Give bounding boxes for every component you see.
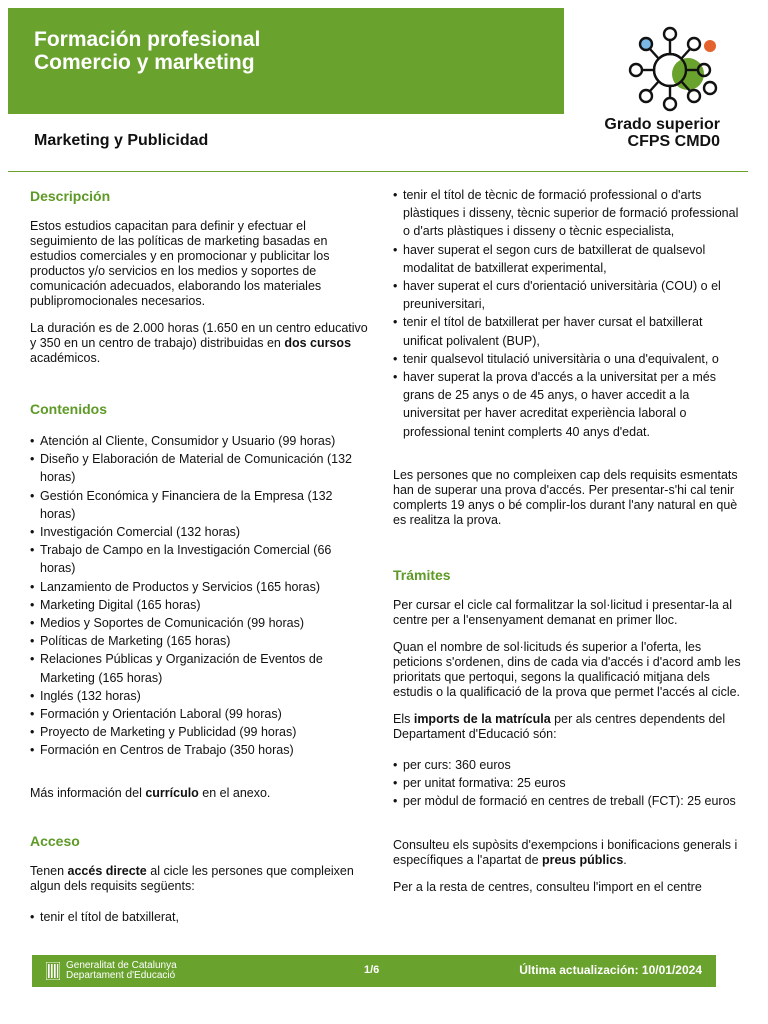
last-updated: Última actualización: 10/01/2024 <box>519 963 702 977</box>
list-item: • Trabajo de Campo en la Investigación Comercial (66 horas) <box>30 541 370 577</box>
department-name: Departament d'Educació <box>66 970 176 981</box>
list-item: • Formación y Orientación Laboral (99 horas) <box>30 705 370 723</box>
text-span: Els <box>393 711 414 726</box>
list-item: • Lanzamiento de Productos y Servicios (165 horas) <box>30 578 370 596</box>
list-item: • Gestión Económica y Financiera de la Empresa (132 horas) <box>30 487 370 523</box>
tramites-paragraph-5: Per a la resta de centres, consulteu l'import en el centre <box>393 880 702 895</box>
text-span: La duración es de 2.000 horas (1.650 en un centro educativo y 350 en un centro de trabajo) distribuidas en <box>30 321 368 350</box>
list-item: • Formación en Centros de Trabajo (350 horas) <box>30 741 370 759</box>
prova-paragraph: Les persones que no compleixen cap dels requisits esmentats han de superar una prova d'accés. Per presentar-s'hi cal tenir complerts 19 anys o bé complir-los durant l'any natural en què es realitza la prova. <box>393 467 738 527</box>
list-item: • Medios y Soportes de Comunicación (99 horas) <box>30 614 370 632</box>
list-item: • tenir qualsevol titulació universitària o una d'equivalent, o <box>393 350 743 368</box>
list-item: • Atención al Cliente, Consumidor y Usuario (99 horas) <box>30 432 370 450</box>
header-divider <box>8 171 748 172</box>
preus-publics-link[interactable]: preus públics <box>542 853 624 868</box>
tramites-paragraph-4 <box>393 838 743 868</box>
curriculo-link[interactable]: currículo <box>145 785 199 800</box>
acceso-list-continued <box>393 186 743 441</box>
page-subtitle: Marketing y Publicidad <box>34 132 209 149</box>
text-span: al cicle les persones que compleixen algun dels requisits següents: <box>30 863 354 893</box>
right-column <box>393 186 743 895</box>
list-item: • Proyecto de Marketing y Publicidad (99 horas) <box>30 723 370 741</box>
section-heading-tramites: Trámites <box>393 566 451 583</box>
grade-level: Grado superior <box>604 116 720 133</box>
generalitat-flag-icon <box>46 962 60 980</box>
text-span: per als centres dependents del Departament d'Educació són: <box>393 711 726 741</box>
list-item: • Inglés (132 horas) <box>30 687 370 705</box>
bold-text: dos cursos <box>284 336 352 350</box>
text-span: Tenen <box>30 863 68 878</box>
list-item: • haver superat la prova d'accés a la universitat per a més grans de 25 anys o de 45 anys, o haver accedit a la universitat per haver acreditat experiència laboral o professional tenint complerts 40 anys d'edat. <box>393 368 743 441</box>
course-code: CFPS CMD0 <box>627 133 720 150</box>
section-heading-descripcion: Descripción <box>30 188 111 204</box>
list-item: • haver superat el curs d'orientació universitària (COU) o el preuniversitari, <box>393 277 743 313</box>
acceso-intro <box>30 864 370 894</box>
list-item: • Marketing Digital (165 horas) <box>30 596 370 614</box>
descripcion-paragraph-2 <box>30 321 370 366</box>
text-span: . <box>623 853 627 868</box>
list-item: • tenir el títol de tècnic de formació professional o d'arts plàstiques i disseny, tècnic superior de formació professional o d'arts plàstiques i disseny o tècnic especialista, <box>393 186 743 241</box>
list-item: • tenir el títol de batxillerat per haver cursat el batxillerat unificat polivalent (BUP), <box>393 313 743 349</box>
section-heading-acceso: Acceso <box>30 832 80 849</box>
list-item: • per unitat formativa: 25 euros <box>393 774 743 792</box>
tramites-paragraph-2: Quan el nombre de sol·licituds és superior a l'oferta, les peticions s'ordenen, dins de cada via d'accés i d'acord amb les prioritats que pertoqui, segons la qualificació mitjana dels estudis o la qualificació de la prova que permet l'accés al cicle. <box>393 639 741 699</box>
contenidos-list <box>30 432 370 760</box>
tramites-paragraph-1: Per cursar el cicle cal formalitzar la sol·licitud i presentar-la al centre per a l'ensenyament demanat en primer lloc. <box>393 597 733 627</box>
list-item: • per curs: 360 euros <box>393 756 743 774</box>
left-column <box>30 186 370 926</box>
page-number: 1/6 <box>364 964 380 976</box>
text-span: académicos. <box>30 351 101 365</box>
list-item: • Investigación Comercial (132 horas) <box>30 523 370 541</box>
descripcion-paragraph-1: Estos estudios capacitan para definir y efectuar el seguimiento de las políticas de marketing basadas en estudios comerciales y en promocionar y publicitar los productos y/o servicios en los medios y soportes de comunicación adecuados, elaborando los materiales publipromocionales necesarios. <box>30 219 330 308</box>
bold-text: accés directe <box>67 863 147 878</box>
curriculo-note <box>30 786 370 801</box>
fees-list <box>393 756 743 811</box>
section-heading-contenidos: Contenidos <box>30 401 107 417</box>
footer-bar <box>32 955 716 987</box>
tramites-paragraph-3 <box>393 712 743 742</box>
generalitat-text <box>66 961 177 981</box>
text-span: Consulteu els supòsits d'exempcions i bonificacions generals i específiques a l'apartat de <box>393 838 738 868</box>
title-line-2: Comercio y marketing <box>34 51 255 74</box>
bold-text: imports de la matrícula <box>413 711 551 726</box>
title-line-1: Formación profesional <box>34 28 261 51</box>
list-item: • Políticas de Marketing (165 horas) <box>30 632 370 650</box>
list-item: • Relaciones Públicas y Organización de Eventos de Marketing (165 horas) <box>30 650 370 686</box>
list-item: • Diseño y Elaboración de Material de Comunicación (132 horas) <box>30 450 370 486</box>
network-logo-icon <box>628 22 724 118</box>
generalitat-name: Generalitat de Catalunya <box>66 960 177 971</box>
list-item: • haver superat el segon curs de batxillerat de qualsevol modalitat de batxillerat experimental, <box>393 241 743 277</box>
list-item: • per mòdul de formació en centres de treball (FCT): 25 euros <box>393 792 743 810</box>
text-span: Más información del <box>30 785 146 800</box>
text-span: en el anexo. <box>198 785 271 800</box>
acceso-list-start <box>30 908 370 926</box>
grade-label <box>604 116 720 150</box>
list-item: • tenir el títol de batxillerat, <box>30 908 370 926</box>
page-title <box>34 28 260 74</box>
